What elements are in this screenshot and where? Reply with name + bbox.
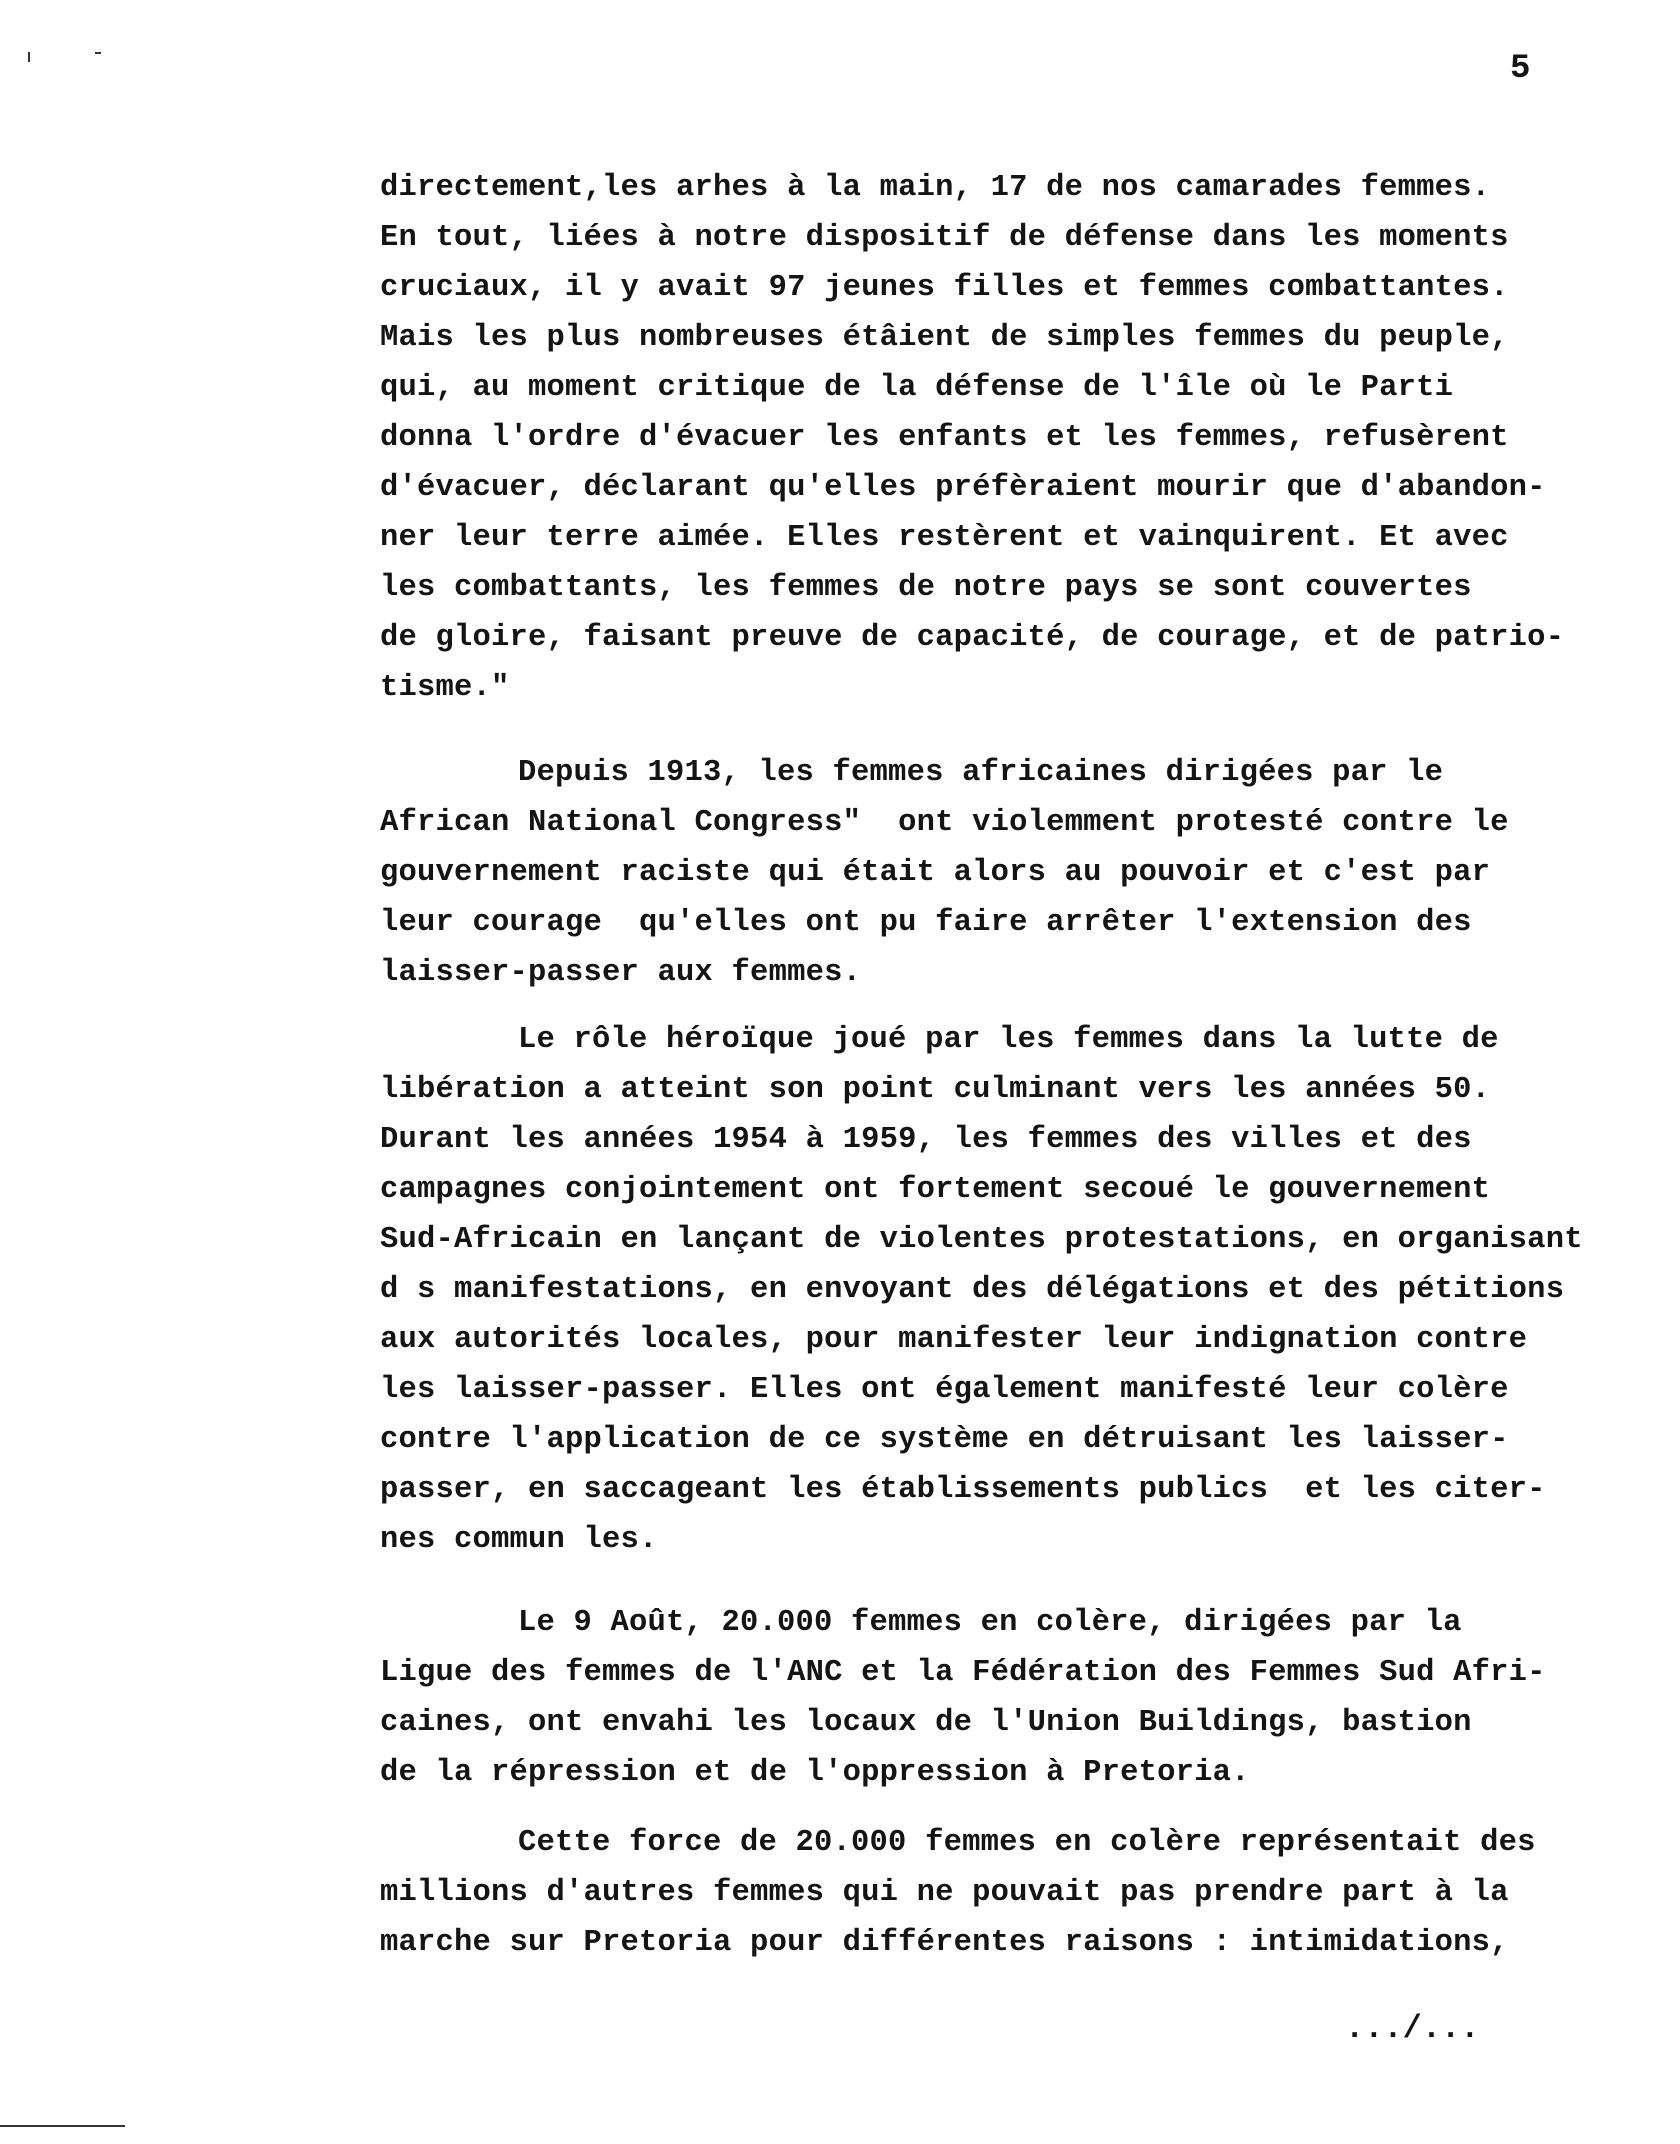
text-line: Depuis 1913, les femmes africaines dirigées par le: [518, 756, 1444, 790]
text-line: les laisser-passer. Elles ont également manifesté leur colère: [380, 1373, 1509, 1407]
continuation-marker: .../...: [1345, 2010, 1480, 2047]
text-line: millions d'autres femmes qui ne pouvait pas prendre part à la: [380, 1876, 1509, 1910]
text-line: nes commun les.: [380, 1523, 658, 1557]
scan-speck: [95, 52, 101, 54]
text-line: laisser-passer aux femmes.: [380, 956, 862, 990]
text-line: directement,les arhes à la main, 17 de nos camarades femmes.: [380, 171, 1491, 205]
paragraph-3: [380, 1015, 1670, 1565]
text-line: ner leur terre aimée. Elles restèrent et vainquirent. Et avec: [380, 521, 1509, 555]
text-line: campagnes conjointement ont fortement secoué le gouvernement: [380, 1173, 1491, 1207]
text-line: marche sur Pretoria pour différentes raisons : intimidations,: [380, 1926, 1509, 1960]
text-line: cruciaux, il y avait 97 jeunes filles et femmes combattantes.: [380, 271, 1509, 305]
paragraph-2: [380, 748, 1670, 998]
paragraph-5: [380, 1818, 1670, 1968]
text-line: aux autorités locales, pour manifester leur indignation contre: [380, 1323, 1528, 1357]
text-line: leur courage qu'elles ont pu faire arrêter l'extension des: [380, 906, 1472, 940]
text-line: de la répression et de l'oppression à Pretoria.: [380, 1756, 1250, 1790]
text-line: tisme.": [380, 671, 510, 705]
text-line: donna l'ordre d'évacuer les enfants et les femmes, refusèrent: [380, 421, 1509, 455]
text-line: passer, en saccageant les établissements publics et les citer-: [380, 1473, 1546, 1507]
text-line: En tout, liées à notre dispositif de défense dans les moments: [380, 221, 1509, 255]
text-line: Ligue des femmes de l'ANC et la Fédération des Femmes Sud Afri-: [380, 1656, 1546, 1690]
text-line: qui, au moment critique de la défense de l'île où le Parti: [380, 371, 1454, 405]
text-line: de gloire, faisant preuve de capacité, de courage, et de patrio-: [380, 621, 1565, 655]
text-line: Le 9 Août, 20.000 femmes en colère, dirigées par la: [518, 1606, 1462, 1640]
text-line: d s manifestations, en envoyant des délégations et des pétitions: [380, 1273, 1565, 1307]
text-line: gouvernement raciste qui était alors au pouvoir et c'est par: [380, 856, 1491, 890]
paragraph-1: [380, 163, 1670, 713]
text-line: Le rôle héroïque joué par les femmes dans la lutte de: [518, 1023, 1499, 1057]
text-line: caines, ont envahi les locaux de l'Union Buildings, bastion: [380, 1706, 1472, 1740]
text-line: d'évacuer, déclarant qu'elles préfèraient mourir que d'abandon-: [380, 471, 1546, 505]
scan-speck: [28, 52, 30, 62]
text-line: libération a atteint son point culminant vers les années 50.: [380, 1073, 1491, 1107]
text-line: Cette force de 20.000 femmes en colère représentait des: [518, 1826, 1536, 1860]
text-line: contre l'application de ce système en détruisant les laisser-: [380, 1423, 1509, 1457]
text-line: Sud-Africain en lançant de violentes protestations, en organisant: [380, 1223, 1583, 1257]
text-line: les combattants, les femmes de notre pays se sont couvertes: [380, 571, 1472, 605]
scan-edge-line: [0, 2125, 125, 2127]
text-line: Mais les plus nombreuses étâient de simples femmes du peuple,: [380, 321, 1509, 355]
paragraph-4: [380, 1598, 1670, 1798]
page-number: 5: [1510, 50, 1531, 88]
text-line: Durant les années 1954 à 1959, les femmes des villes et des: [380, 1123, 1472, 1157]
text-line: African National Congress" ont violemment protesté contre le: [380, 806, 1509, 840]
